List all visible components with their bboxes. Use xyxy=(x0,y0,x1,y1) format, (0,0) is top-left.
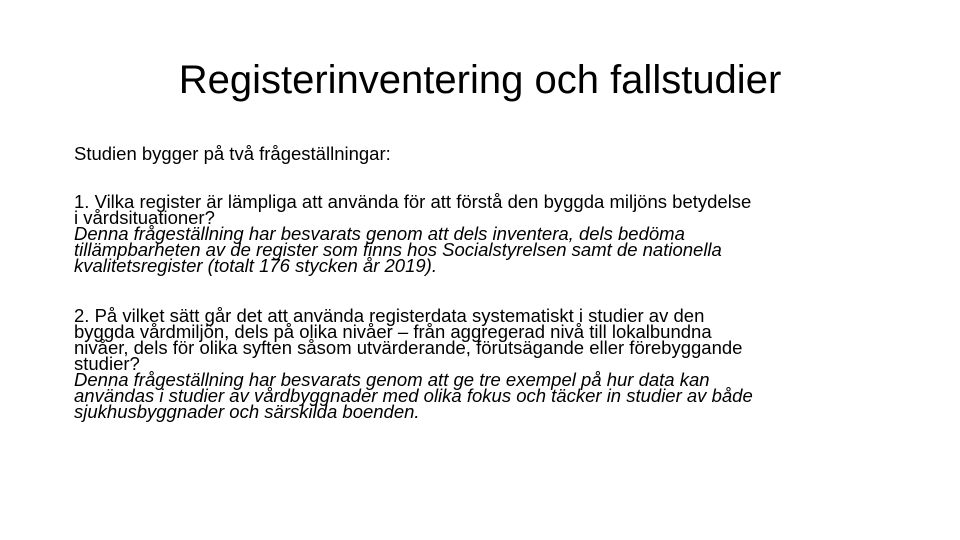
answer-1-line: kvalitetsregister (totalt 176 stycken år 2019). xyxy=(74,255,437,276)
slide-body xyxy=(74,143,904,422)
answer-1-line: Denna frågeställning har besvarats genom att dels inventera, dels bedöma xyxy=(74,223,685,244)
question-1-line: 1. Vilka register är lämpliga att använda för att förstå den byggda miljöns betydelse xyxy=(74,191,752,212)
answer-2-line: sjukhusbyggnader och särskilda boenden. xyxy=(74,401,420,422)
question-2-line: 2. På vilket sätt går det att använda registerdata systematiskt i studier av den xyxy=(74,305,705,326)
question-1-block xyxy=(74,191,904,276)
question-1-line: i vårdsituationer? xyxy=(74,207,215,228)
slide-title: Registerinventering och fallstudier xyxy=(178,58,782,102)
question-2-line: nivåer, dels för olika syften såsom utvärderande, förutsägande eller förebyggande xyxy=(74,337,743,358)
answer-2-line: Denna frågeställning har besvarats genom att ge tre exempel på hur data kan xyxy=(74,369,710,390)
answer-2-line: användas i studier av vårdbyggnader med olika fokus och täcker in studier av både xyxy=(74,385,753,406)
question-2-line: byggda vårdmiljön, dels på olika nivåer – från aggregerad nivå till lokalbundna xyxy=(74,321,712,342)
spacer xyxy=(74,274,904,308)
intro-text: Studien bygger på två frågeställningar: xyxy=(74,143,391,164)
question-2-block xyxy=(74,305,904,422)
answer-1-line: tillämpbarheten av de register som finns hos Socialstyrelsen samt de nationella xyxy=(74,239,722,260)
question-2-line: studier? xyxy=(74,353,140,374)
